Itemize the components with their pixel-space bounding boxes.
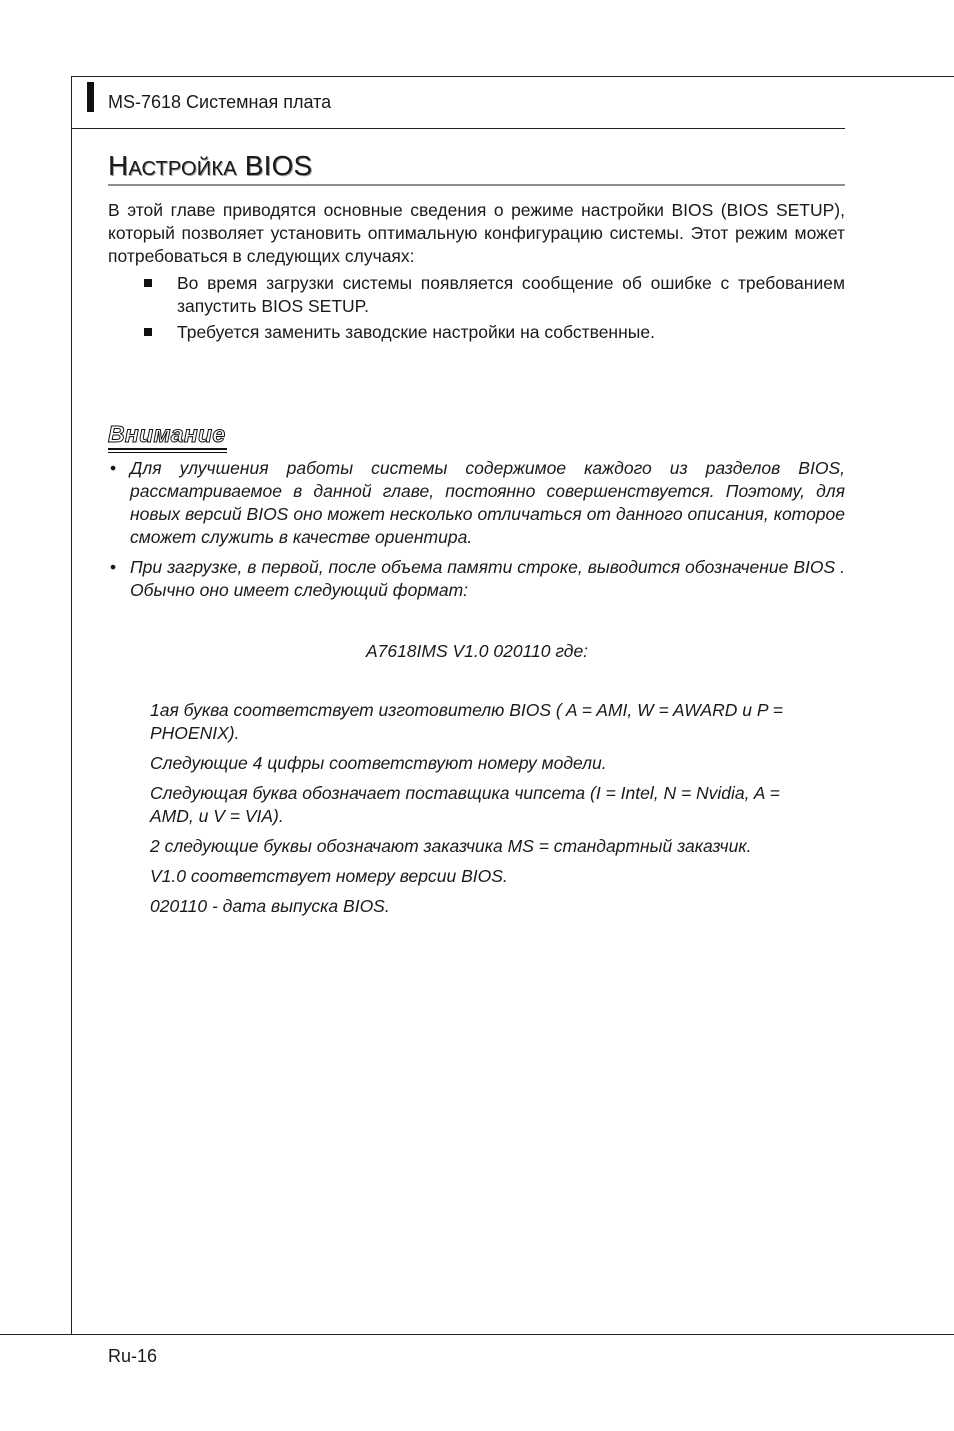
section-title: Настройка BIOS: [108, 150, 313, 181]
explanation-item: V1.0 соответствует номеру версии BIOS.: [150, 866, 508, 886]
explanation-item: Следующие 4 цифры соответствуют номеру модели.: [150, 753, 607, 773]
square-bullet-icon: [144, 328, 152, 336]
note-heading-underline-second: [108, 452, 227, 453]
explanation-item: Следующая буква обозначает поставщика чипсета (I = Intel, N = Nvidia, A = AMD, и V = VIA).: [150, 783, 780, 826]
explanation-item: 2 следующие буквы обозначают заказчика MS = стандартный заказчик.: [150, 836, 752, 856]
list-item-text: Требуется заменить заводские настройки на собственные.: [177, 322, 655, 342]
explanation-item: 020110 - дата выпуска BIOS.: [150, 896, 390, 916]
dot-bullet-icon: •: [110, 458, 117, 478]
header-marker-bar: [87, 82, 94, 112]
note-item: [108, 556, 845, 602]
note-heading-underline: [108, 448, 227, 450]
note-item: [108, 457, 845, 549]
note-heading: Внимание: [108, 421, 226, 447]
note-list: [108, 457, 845, 609]
note-item-text: Для улучшения работы системы содержимое каждого из разделов BIOS, рассматриваемое в данной главе, постоянно совершенствуется. Поэтому, для новых версий BIOS оно может несколько отличаться от данного описания, которое сможет служить в качестве ориентира.: [130, 458, 845, 547]
dot-bullet-icon: •: [110, 557, 117, 577]
page-number: Ru-16: [108, 1346, 158, 1366]
cases-list: [140, 272, 845, 347]
list-item: [140, 272, 845, 318]
intro-paragraph: В этой главе приводятся основные сведения о режиме настройки BIOS (BIOS SETUP), который позволяет установить оптимальную конфигурацию системы. Этот режим может потребоваться в следующих случаях:: [108, 200, 845, 266]
note-item-text: При загрузке, в первой, после объема памяти строке, выводится обозначение BIOS . Обычно оно имеет следующий формат:: [130, 557, 845, 600]
section-title-rule: [108, 184, 845, 186]
page-frame-bottom-border: [0, 1334, 954, 1335]
explanation-item: 1ая буква соответствует изготовителю BIOS ( A = AMI, W = AWARD и P = PHOENIX).: [150, 700, 783, 743]
square-bullet-icon: [144, 279, 152, 287]
header-divider: [71, 128, 845, 129]
page-frame-left-border: [71, 76, 72, 1334]
page-frame-top-border: [71, 76, 954, 77]
list-item: [140, 321, 845, 344]
list-item-text: Во время загрузки системы появляется сообщение об ошибке с требованием запустить BIOS SETUP.: [177, 273, 845, 316]
format-explanation-list: [150, 699, 800, 925]
running-header: MS-7618 Системная плата: [108, 92, 332, 112]
bios-format-example: A7618IMS V1.0 020110 где:: [365, 641, 589, 661]
